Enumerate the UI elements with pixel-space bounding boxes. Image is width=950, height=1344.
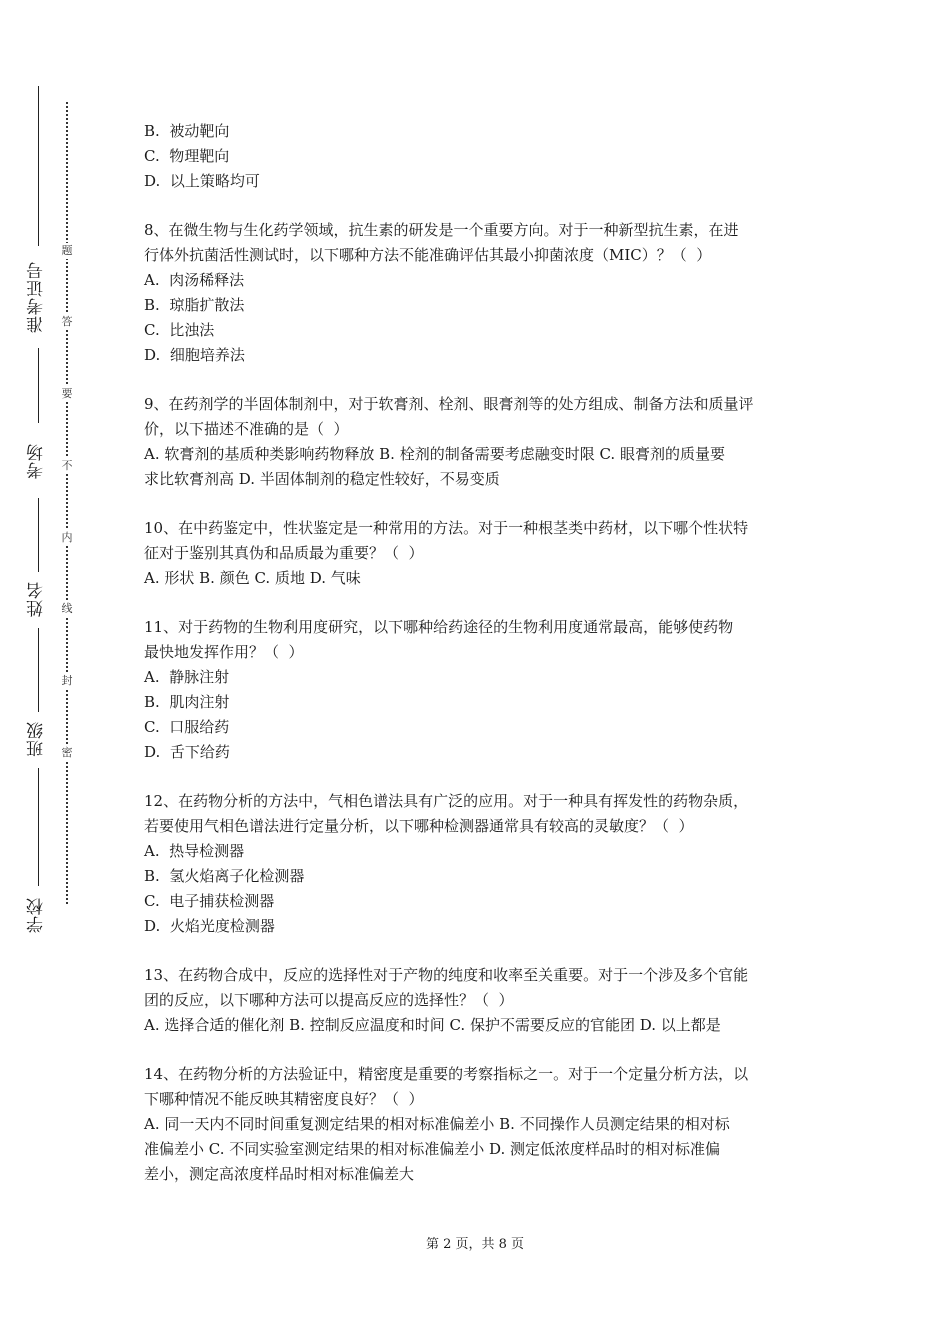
option: A. 肉汤稀释法 <box>144 271 245 289</box>
seal-char: 不 <box>59 458 75 474</box>
option: D. 以上策略均可 <box>144 172 260 190</box>
seal-char: 封 <box>59 673 75 689</box>
option: C. 电子捕获检测器 <box>144 892 275 910</box>
margin-rule-2 <box>38 348 39 423</box>
question-text: 价，以下描述不准确的是（ ） <box>144 420 349 438</box>
label-exam-room: 考场 <box>27 443 47 479</box>
option: A. 静脉注射 <box>144 668 230 686</box>
option: A. 热导检测器 <box>144 842 245 860</box>
question-10 <box>144 516 816 591</box>
seal-dotted-line <box>66 102 68 904</box>
question-text: 13、在药物合成中，反应的选择性对于产物的纯度和收率至关重要。对于一个涉及多个官能 <box>144 966 749 984</box>
question-8 <box>144 218 816 368</box>
question-text: A. 形状 B. 颜色 C. 质地 D. 气味 <box>144 569 361 587</box>
question-text: 12、在药物分析的方法中，气相色谱法具有广泛的应用。对于一种具有挥发性的药物杂质， <box>144 792 749 810</box>
seal-char: 要 <box>59 386 75 402</box>
option: C. 口服给药 <box>144 718 230 736</box>
question-text: 求比软膏剂高 D. 半固体制剂的稳定性较好，不易变质 <box>144 470 500 488</box>
question-11 <box>144 615 816 765</box>
option: B. 琼脂扩散法 <box>144 296 245 314</box>
margin-rule-3 <box>38 498 39 572</box>
question-text: 10、在中药鉴定中，性状鉴定是一种常用的方法。对于一种根茎类中药材，以下哪个性状特 <box>144 519 749 537</box>
question-text: A. 同一天内不同时间重复测定结果的相对标准偏差小 B. 不同操作人员测定结果的相对标 <box>144 1115 730 1133</box>
label-exam-number: 准考证号 <box>27 261 47 333</box>
margin-rule-5 <box>38 768 39 886</box>
question-text: A. 选择合适的催化剂 B. 控制反应温度和时间 C. 保护不需要反应的官能团 D. 以上都是 <box>144 1016 721 1034</box>
option: B. 氢火焰离子化检测器 <box>144 867 305 885</box>
question-text: 下哪种情况不能反映其精密度良好？（ ） <box>144 1090 424 1108</box>
question-14 <box>144 1062 816 1187</box>
seal-char: 密 <box>59 745 75 761</box>
question-text: 最快地发挥作用？（ ） <box>144 643 304 661</box>
margin-rule-4 <box>38 628 39 712</box>
question-text: 9、在药剂学的半固体制剂中，对于软膏剂、栓剂、眼膏剂等的处方组成、制备方法和质量评 <box>144 395 754 413</box>
exam-content <box>144 119 816 1187</box>
label-school: 学校 <box>27 897 47 933</box>
question-text: 若要使用气相色谱法进行定量分析，以下哪种检测器通常具有较高的灵敏度？（ ） <box>144 817 694 835</box>
option: C. 比浊法 <box>144 321 215 339</box>
option: B. 肌肉注射 <box>144 693 230 711</box>
question-text: 8、在微生物与生化药学领域，抗生素的研发是一个重要方向。对于一种新型抗生素，在进 <box>144 221 739 239</box>
margin-rule-1 <box>38 86 39 246</box>
question-text: 14、在药物分析的方法验证中，精密度是重要的考察指标之一。对于一个定量分析方法，以 <box>144 1065 749 1083</box>
option: C. 物理靶向 <box>144 147 230 165</box>
question-13 <box>144 963 816 1038</box>
seal-char: 线 <box>59 601 75 617</box>
seal-char: 答 <box>59 314 75 330</box>
question-text: A. 软膏剂的基质种类影响药物释放 B. 栓剂的制备需要考虑融变时限 C. 眼膏剂的质量要 <box>144 445 725 463</box>
carryover-options <box>144 119 816 194</box>
seal-char: 题 <box>59 243 75 259</box>
option: B. 被动靶向 <box>144 122 230 140</box>
seal-char: 内 <box>59 530 75 546</box>
label-name: 姓名 <box>27 581 47 617</box>
question-9 <box>144 392 816 492</box>
page-footer: 第 2 页，共 8 页 <box>425 1237 525 1252</box>
question-text: 差小，测定高浓度样品时相对标准偏差大 <box>144 1165 415 1183</box>
option: D. 舌下给药 <box>144 743 230 761</box>
option: D. 火焰光度检测器 <box>144 917 275 935</box>
question-12 <box>144 789 816 939</box>
question-text: 团的反应，以下哪种方法可以提高反应的选择性？（ ） <box>144 991 514 1009</box>
question-text: 准偏差小 C. 不同实验室测定结果的相对标准偏差小 D. 测定低浓度样品时的相对标准偏 <box>144 1140 721 1158</box>
question-text: 11、对于药物的生物利用度研究，以下哪种给药途径的生物利用度通常最高，能够使药物 <box>144 618 734 636</box>
question-text: 征对于鉴别其真伪和品质最为重要？（ ） <box>144 544 424 562</box>
option: D. 细胞培养法 <box>144 346 245 364</box>
label-class: 班级 <box>27 721 47 757</box>
question-text: 行体外抗菌活性测试时，以下哪种方法不能准确评估其最小抑菌浓度（MIC）？（ ） <box>144 246 712 264</box>
